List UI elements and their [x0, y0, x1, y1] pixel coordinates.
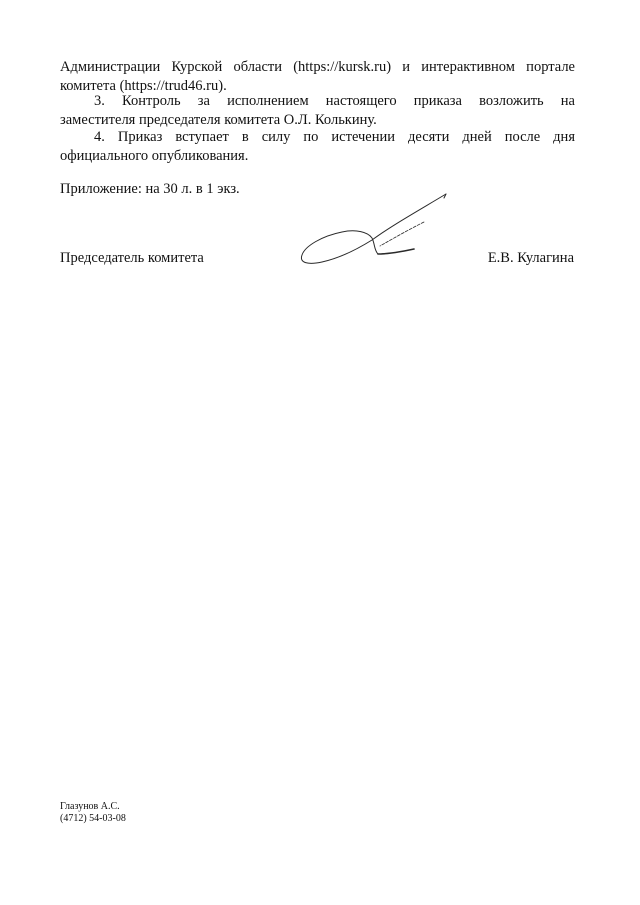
- signer-title: Председатель комитета: [60, 250, 204, 266]
- paragraph-line: Администрации Курской области (https://kursk.ru) и интерактивном портале: [60, 59, 575, 75]
- paragraph-line: заместителя председателя комитета О.Л. Колькину.: [60, 112, 377, 128]
- signer-name: Е.В. Кулагина: [487, 250, 574, 266]
- paragraph-line: 3. Контроль за исполнением настоящего приказа возложить на: [94, 93, 575, 109]
- paragraph-line: официального опубликования.: [60, 148, 249, 164]
- paragraph-line: комитета (https://trud46.ru).: [60, 78, 227, 94]
- paragraph-item-3: [60, 92, 575, 130]
- paragraph-publication: [60, 58, 575, 96]
- footer-contact: [60, 801, 126, 825]
- attachment-note: Приложение: на 30 л. в 1 экз.: [60, 181, 240, 197]
- handwritten-signature: [296, 192, 448, 270]
- executor-name: Глазунов А.С.: [60, 801, 120, 812]
- paragraph-line: 4. Приказ вступает в силу по истечении десяти дней после дня: [94, 129, 575, 145]
- executor-phone: (4712) 54-03-08: [60, 813, 126, 824]
- paragraph-item-4: [60, 128, 575, 166]
